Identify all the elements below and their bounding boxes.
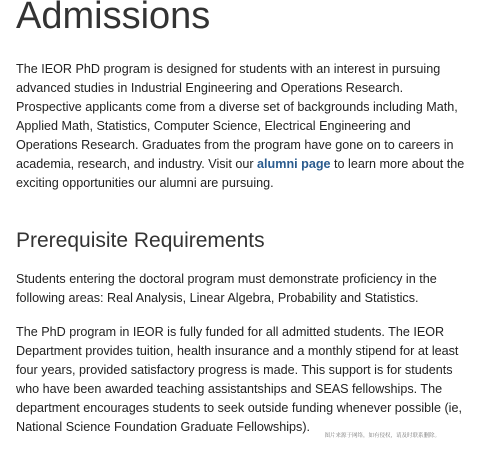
intro-text-before-link: The IEOR PhD program is designed for students with an interest in pursuing advanced studies in Industrial Engineering and Operations Research. Prospective applicants come from a diverse set of backgrounds including Math, Applied Math, Statistics, Computer Science, Electrical Engineering and Operations Research. Graduates from the program have gone on to careers in academia, research, and industry. Visit our xyxy=(16,62,458,171)
intro-text-after-link: to learn more about the exciting opportunities our alumni are pursuing. xyxy=(16,157,465,190)
prerequisites-paragraph: Students entering the doctoral program must demonstrate proficiency in the following areas: Real Analysis, Linear Algebra, Probability and Statistics. xyxy=(16,272,437,305)
prerequisites-heading: Prerequisite Requirements xyxy=(16,229,265,252)
page-title: Admissions xyxy=(16,0,211,37)
alumni-page-link[interactable]: alumni page xyxy=(257,157,331,171)
intro-paragraph xyxy=(16,60,468,193)
funding-paragraph: The PhD program in IEOR is fully funded for all admitted students. The IEOR Department provides tuition, health insurance and a monthly stipend for at least four years, provided satisfactory progress is made. This support is for students who have been awarded teaching assistantships and SEAS fellowships. The department encourages students to seek outside funding whenever possible (ie, National Science Foundation Graduate Fellowships). xyxy=(16,325,462,434)
image-source-watermark: 图片来源于网络，如有侵权，请及时联系删除。 xyxy=(324,433,440,439)
